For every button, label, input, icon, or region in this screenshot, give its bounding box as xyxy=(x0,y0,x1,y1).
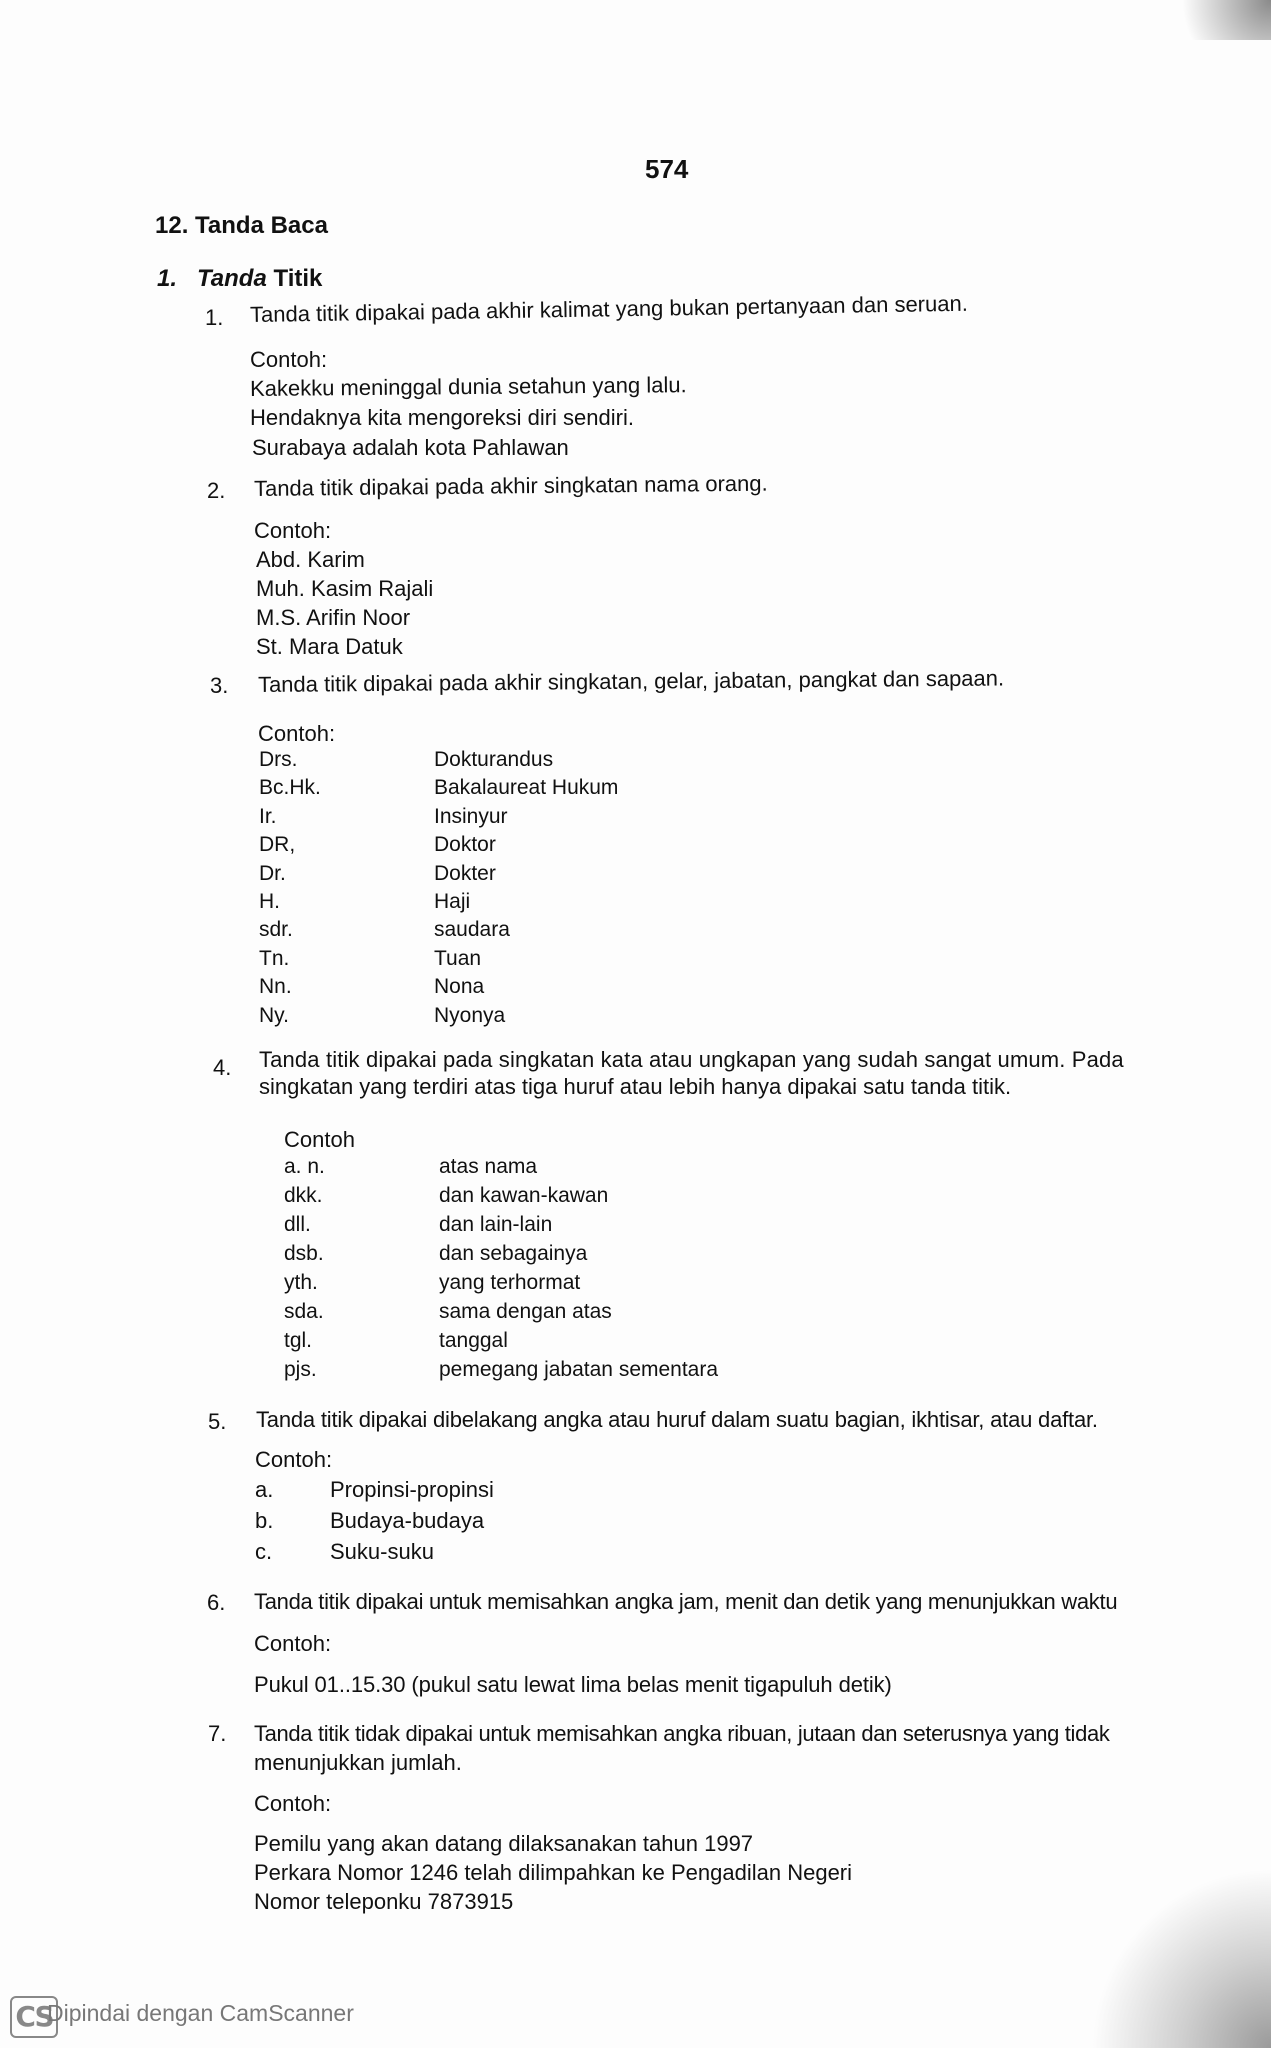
rule-1-number: 1. xyxy=(205,305,224,330)
abbreviation-row xyxy=(259,945,618,973)
rule-7-text-line-2: menunjukkan jumlah. xyxy=(254,1750,462,1775)
rule-2-example-4: St. Mara Datuk xyxy=(256,634,403,659)
meaning: atas nama xyxy=(439,1155,538,1178)
abbreviation-row xyxy=(284,1152,718,1181)
rule-2-number: 2. xyxy=(207,478,226,503)
meaning: yang terhormat xyxy=(439,1271,581,1294)
list-item xyxy=(255,1536,494,1567)
abbreviation: pjs. xyxy=(284,1358,317,1381)
meaning: Bakalaureat Hukum xyxy=(434,776,619,800)
abbreviation: dkk. xyxy=(284,1184,323,1207)
abbreviation-row xyxy=(284,1181,718,1210)
rule-6-example-1: Pukul 01..15.30 (pukul satu lewat lima belas menit tigapuluh detik) xyxy=(254,1672,892,1697)
camscanner-watermark: Dipindai dengan CamScanner xyxy=(47,2000,354,2026)
abbreviation-row xyxy=(284,1239,718,1268)
abbreviation-row xyxy=(284,1297,718,1326)
meaning: saudara xyxy=(434,918,510,942)
rule-2-example-2: Muh. Kasim Rajali xyxy=(256,576,434,601)
list-letter: c. xyxy=(255,1539,273,1564)
rule-6-number: 6. xyxy=(207,1590,226,1615)
abbreviation-row xyxy=(259,803,618,831)
list-text: Budaya-budaya xyxy=(330,1508,485,1533)
section-heading: 12. Tanda Baca xyxy=(155,212,328,239)
abbreviation-row xyxy=(259,973,618,1001)
meaning: Haji xyxy=(434,890,471,914)
list-item xyxy=(255,1474,494,1505)
abbreviation-row xyxy=(259,831,618,859)
list-letter: b. xyxy=(255,1508,274,1533)
meaning: Nona xyxy=(434,975,485,999)
abbreviation: a. n. xyxy=(284,1155,325,1178)
rule-4-text-line-1: Tanda titik dipakai pada singkatan kata atau ungkapan yang sudah sangat umum. Pada xyxy=(259,1047,1124,1072)
abbreviation-row xyxy=(259,860,618,888)
rule-7-number: 7. xyxy=(208,1721,227,1746)
rule-7-example-3: Nomor teleponku 7873915 xyxy=(254,1889,514,1914)
meaning: sama dengan atas xyxy=(439,1300,612,1323)
meaning: Doktor xyxy=(434,833,496,857)
rule-5-text: Tanda titik dipakai dibelakang angka atau huruf dalam suatu bagian, ikhtisar, atau daftar. xyxy=(256,1407,1098,1432)
abbreviation: dll. xyxy=(284,1213,311,1236)
rule-3-abbreviation-list xyxy=(259,746,618,1030)
sub-heading-italic: Tanda xyxy=(197,265,267,292)
rule-7-text-line-1: Tanda titik tidak dipakai untuk memisahkan angka ribuan, jutaan dan seterusnya yang tidak xyxy=(254,1721,1110,1746)
rule-1-example-2: Hendaknya kita mengoreksi diri sendiri. xyxy=(250,405,634,430)
rule-1-text: Tanda titik dipakai pada akhir kalimat yang bukan pertanyaan dan seruan. xyxy=(249,290,969,327)
abbreviation: Tn. xyxy=(259,946,290,970)
abbreviation: Drs. xyxy=(259,748,298,771)
meaning: dan kawan-kawan xyxy=(439,1184,609,1207)
rule-4-number: 4. xyxy=(213,1055,232,1080)
rule-1-example-3: Surabaya adalah kota Pahlawan xyxy=(252,435,569,460)
meaning: pemegang jabatan sementara xyxy=(439,1358,719,1381)
abbreviation: sda. xyxy=(284,1300,324,1323)
rule-7-example-2: Perkara Nomor 1246 telah dilimpahkan ke Pengadilan Negeri xyxy=(254,1860,853,1885)
abbreviation-row xyxy=(259,1002,618,1030)
rule-5-number: 5. xyxy=(208,1409,227,1434)
abbreviation-row xyxy=(284,1210,718,1239)
rule-2-example-1: Abd. Karim xyxy=(256,547,365,572)
meaning: Nyonya xyxy=(434,1003,506,1027)
abbreviation-row xyxy=(259,746,618,774)
list-item xyxy=(255,1505,494,1536)
abbreviation-row xyxy=(259,916,618,944)
rule-7-example-1: Pemilu yang akan datang dilaksanakan tahun 1997 xyxy=(254,1831,754,1856)
rule-4-example-label: Contoh xyxy=(284,1127,355,1152)
rule-2-example-3: M.S. Arifin Noor xyxy=(256,605,411,630)
rule-3-number: 3. xyxy=(210,673,229,698)
camscanner-logo: CS xyxy=(10,1996,58,2038)
rule-4-abbreviation-list xyxy=(284,1152,718,1384)
abbreviation: H. xyxy=(259,890,280,914)
abbreviation: DR, xyxy=(259,833,296,857)
rule-3-text: Tanda titik dipakai pada akhir singkatan, gelar, jabatan, pangkat dan sapaan. xyxy=(257,665,1005,697)
rule-3-example-label: Contoh: xyxy=(258,721,336,746)
rule-5-lettered-list xyxy=(255,1474,494,1567)
rule-1-example-label: Contoh: xyxy=(250,347,328,372)
abbreviation: tgl. xyxy=(284,1329,313,1352)
rule-6-example-label: Contoh: xyxy=(254,1631,332,1656)
abbreviation: Dr. xyxy=(259,861,286,885)
abbreviation-row xyxy=(284,1326,718,1355)
rule-6-text: Tanda titik dipakai untuk memisahkan angka jam, menit dan detik yang menunjukkan waktu xyxy=(254,1589,1118,1614)
abbreviation-row xyxy=(259,888,618,916)
meaning: dan sebagainya xyxy=(439,1242,588,1265)
abbreviation: yth. xyxy=(284,1271,318,1294)
abbreviation: Bc.Hk. xyxy=(259,776,321,800)
abbreviation: Ny. xyxy=(259,1003,289,1027)
abbreviation-row xyxy=(284,1355,718,1384)
meaning: Dokturandus xyxy=(434,748,554,771)
list-text: Suku-suku xyxy=(330,1539,434,1564)
abbreviation-row xyxy=(259,774,618,802)
meaning: dan lain-lain xyxy=(439,1213,553,1236)
meaning: Tuan xyxy=(434,946,482,970)
sub-heading xyxy=(157,265,322,293)
page-number: 574 xyxy=(645,154,689,184)
list-text: Propinsi-propinsi xyxy=(330,1477,494,1502)
abbreviation: sdr. xyxy=(259,918,293,942)
rule-2-text: Tanda titik dipakai pada akhir singkatan nama orang. xyxy=(253,470,768,501)
sub-heading-rest: Titik xyxy=(273,265,323,292)
list-letter: a. xyxy=(255,1477,274,1502)
abbreviation-row xyxy=(284,1268,718,1297)
scan-shadow-corner xyxy=(1091,1868,1271,2048)
rule-4-text-line-2: singkatan yang terdiri atas tiga huruf atau lebih hanya dipakai satu tanda titik. xyxy=(259,1074,1012,1099)
meaning: tanggal xyxy=(439,1329,508,1352)
sub-heading-number: 1. xyxy=(157,265,178,292)
rule-5-example-label: Contoh: xyxy=(255,1447,333,1472)
rule-7-example-label: Contoh: xyxy=(254,1791,332,1816)
abbreviation: dsb. xyxy=(284,1242,324,1265)
rule-1-example-1: Kakekku meninggal dunia setahun yang lalu. xyxy=(249,372,687,401)
abbreviation: Ir. xyxy=(259,804,277,828)
abbreviation: Nn. xyxy=(259,975,292,999)
rule-2-example-label: Contoh: xyxy=(254,518,332,543)
scan-shadow-top xyxy=(1151,0,1271,40)
meaning: Insinyur xyxy=(434,804,508,828)
meaning: Dokter xyxy=(434,861,496,885)
